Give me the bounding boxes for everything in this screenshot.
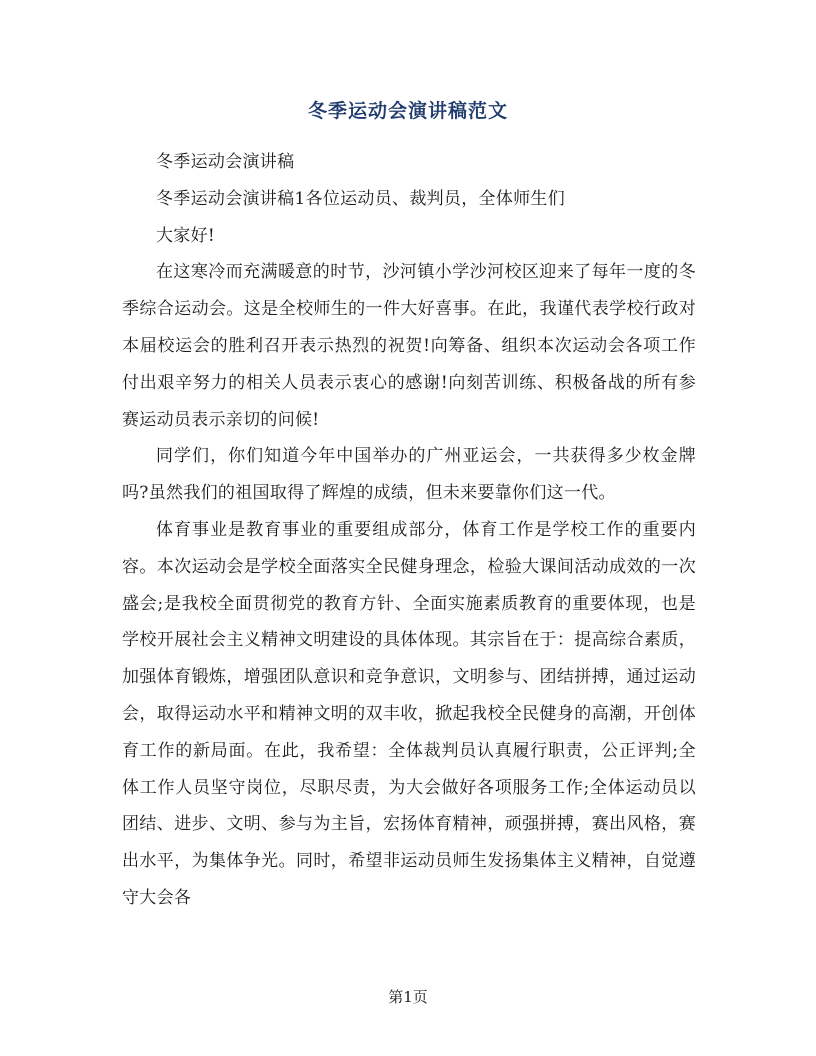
paragraph: 在这寒冷而充满暖意的时节，沙河镇小学沙河校区迎来了每年一度的冬季综合运动会。这是全校师生的一件大好喜事。在此，我谨代表学校行政对本届校运会的胜利召开表示热烈的祝贺!向筹备、组织本次运动会各项工作付出艰辛努力的相关人员表示衷心的感谢!向刻苦训练、积极备战的所有参赛运动员表示亲切的问候!	[122, 262, 696, 430]
paragraph: 冬季运动会演讲稿1各位运动员、裁判员，全体师生们	[156, 188, 566, 209]
page-number: 第1页	[388, 988, 428, 1006]
paragraph: 冬季运动会演讲稿	[156, 152, 295, 172]
paragraph: 体育事业是教育事业的重要组成部分，体育工作是学校工作的重要内容。本次运动会是学校全面落实全民健身理念，检验大课间活动成效的一次盛会;是我校全面贯彻党的教育方针、全面实施素质教育的重要体现，也是学校开展社会主义精神文明建设的具体体现。其宗旨在于：提高综合素质，加强体育锻炼，增强团队意识和竞争意识，文明参与、团结拼搏，通过运动会，取得运动水平和精神文明的双丰收，掀起我校全民健身的高潮，开创体育工作的新局面。在此，我希望：全体裁判员认真履行职责，公正评判;全体工作人员坚守岗位，尽职尽责，为大会做好各项服务工作;全体运动员以团结、进步、文明、参与为主旨，宏扬体育精神，顽强拼搏，赛出风格，赛出水平，为集体争光。同时，希望非运动员师生发扬集体主义精神，自觉遵守大会各	[122, 519, 696, 908]
paragraph: 同学们，你们知道今年中国举办的广州亚运会，一共获得多少枚金牌吗?虽然我们的祖国取得了辉煌的成绩，但未来要靠你们这一代。	[122, 446, 696, 504]
document-body	[122, 144, 696, 917]
document-title: 冬季运动会演讲稿范文	[307, 100, 508, 122]
paragraph: 大家好!	[156, 225, 216, 246]
